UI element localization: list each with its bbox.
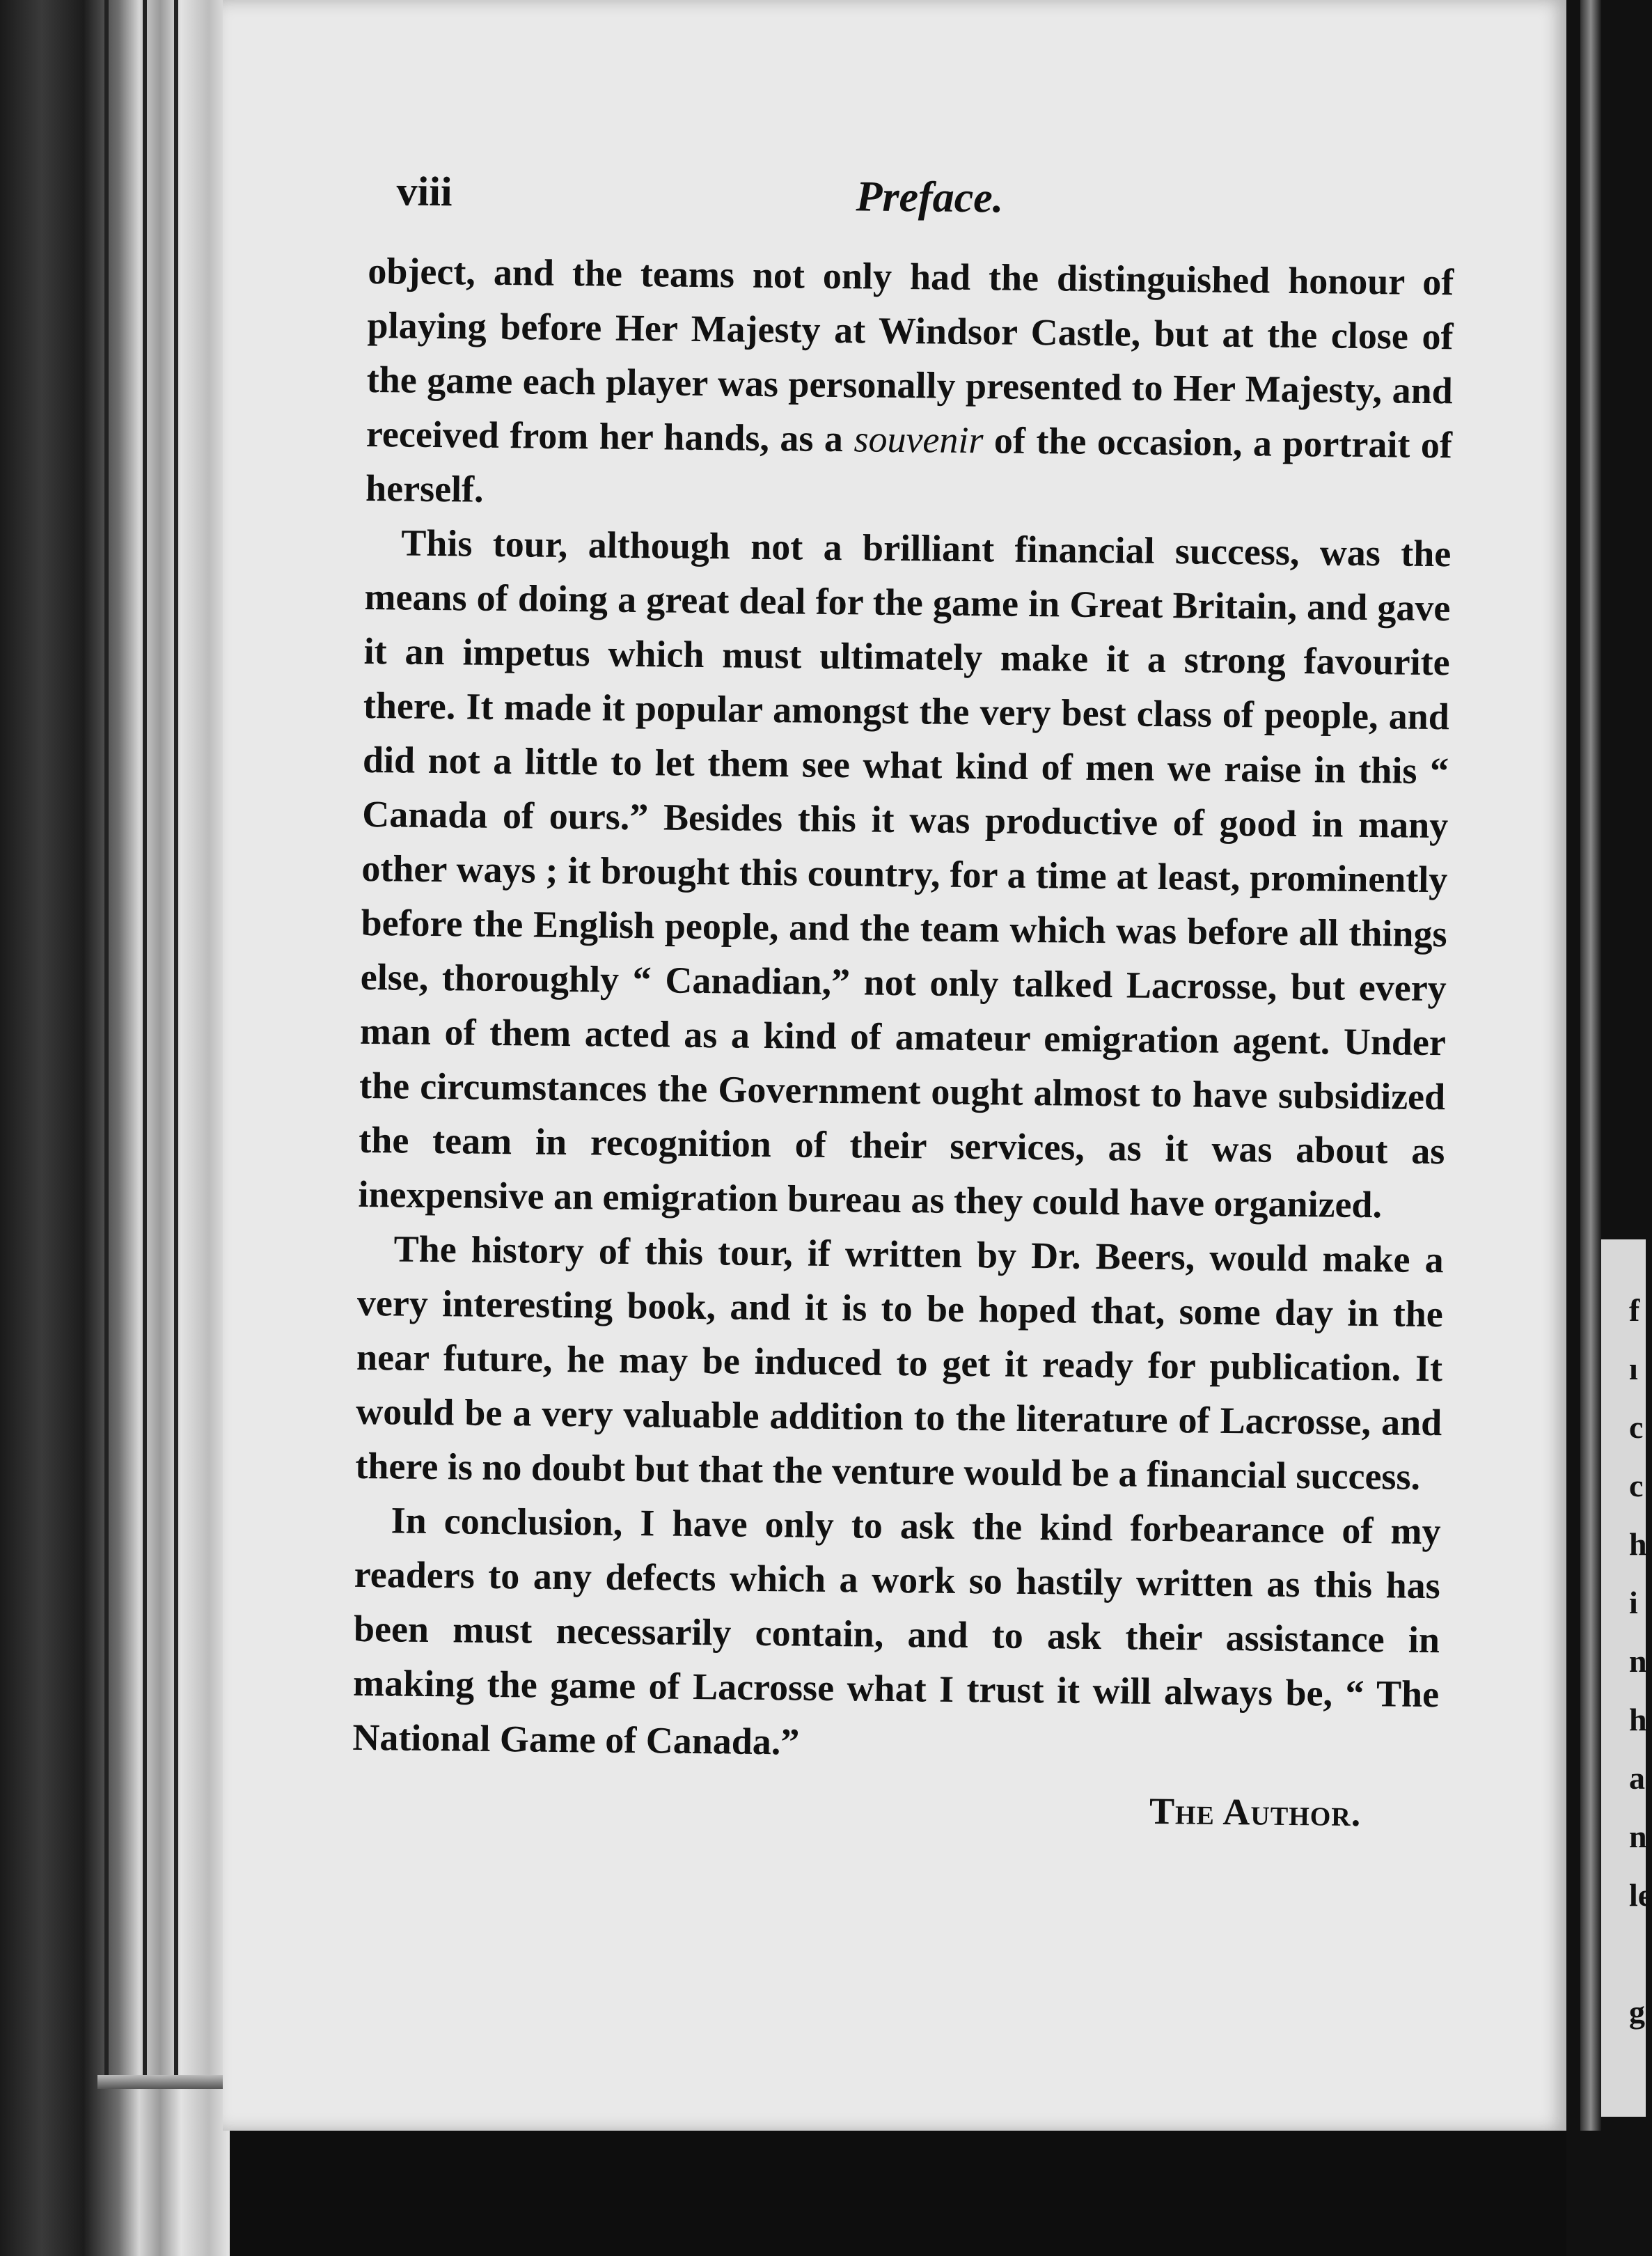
paragraph-continuation [365,244,1454,526]
page-edge-line [143,0,147,2089]
paragraph-history: The history of this tour, if written by Dr. Beers, would make a very interesting book, and it is to be hoped that, some day in the near future, he may be induced to get it ready for publication. It would be a very valuable addition to the literature of Lacrosse, and there is no doubt but that the venture would be a financial success. [355,1228,1444,1498]
author-signature: The Author. [1149,1789,1362,1835]
page-text [352,167,1455,1835]
paragraph-tour: This tour, although not a brilliant financial success, was the means of doing a great deal for the game in Great Britain, and gave it an impetus which must ultimately make it a strong favourite there. It made it popular amongst the very best class of people, and did not a little to let them see what kind of men we raise in this “ Canada of ours.” Besides this it was productive of good in many other ways ; it brought this country, for a time at least, prominently before the English people, and the team which was before all things else, thoroughly “ Canadian,” not only talked Lacrosse, but every man of them acted as a kind of amateur emigration agent. Under the circumstances the Government ought almost to have subsidized the team in recognition of their services, as it was about as inexpensive an emigration bureau as they could have organized. [358,522,1452,1226]
running-head [368,167,1455,255]
paragraph-text: object, and the teams not only had the distinguished honour of playing before Her Majesty at Windsor Castle, but at the close of the game each player was personally presented to Her Majesty, and received from her hands, as a [365,249,1454,460]
page-number: viii [396,168,453,215]
page-edge-line [174,0,178,2089]
book-gutter [1580,0,1601,2131]
italic-term: souvenir [853,418,984,462]
page-edge-line [104,0,109,2089]
running-title: Preface. [856,173,1004,222]
book-left-edge [0,0,230,2256]
paragraph-text: of the occasion, a portrait of herself. [365,419,1453,510]
adjacent-page-fragment: f ı c c h i n h a n le g [1629,1292,1652,2030]
paragraph-conclusion: In conclusion, I have only to ask the kind forbearance of my readers to any defects which a work so hastily written as this has been must necessarily contain, and to ask their assistance in making the game of Lacrosse what I trust it will always be, “ The National Game of Canada.” [352,1499,1441,1763]
